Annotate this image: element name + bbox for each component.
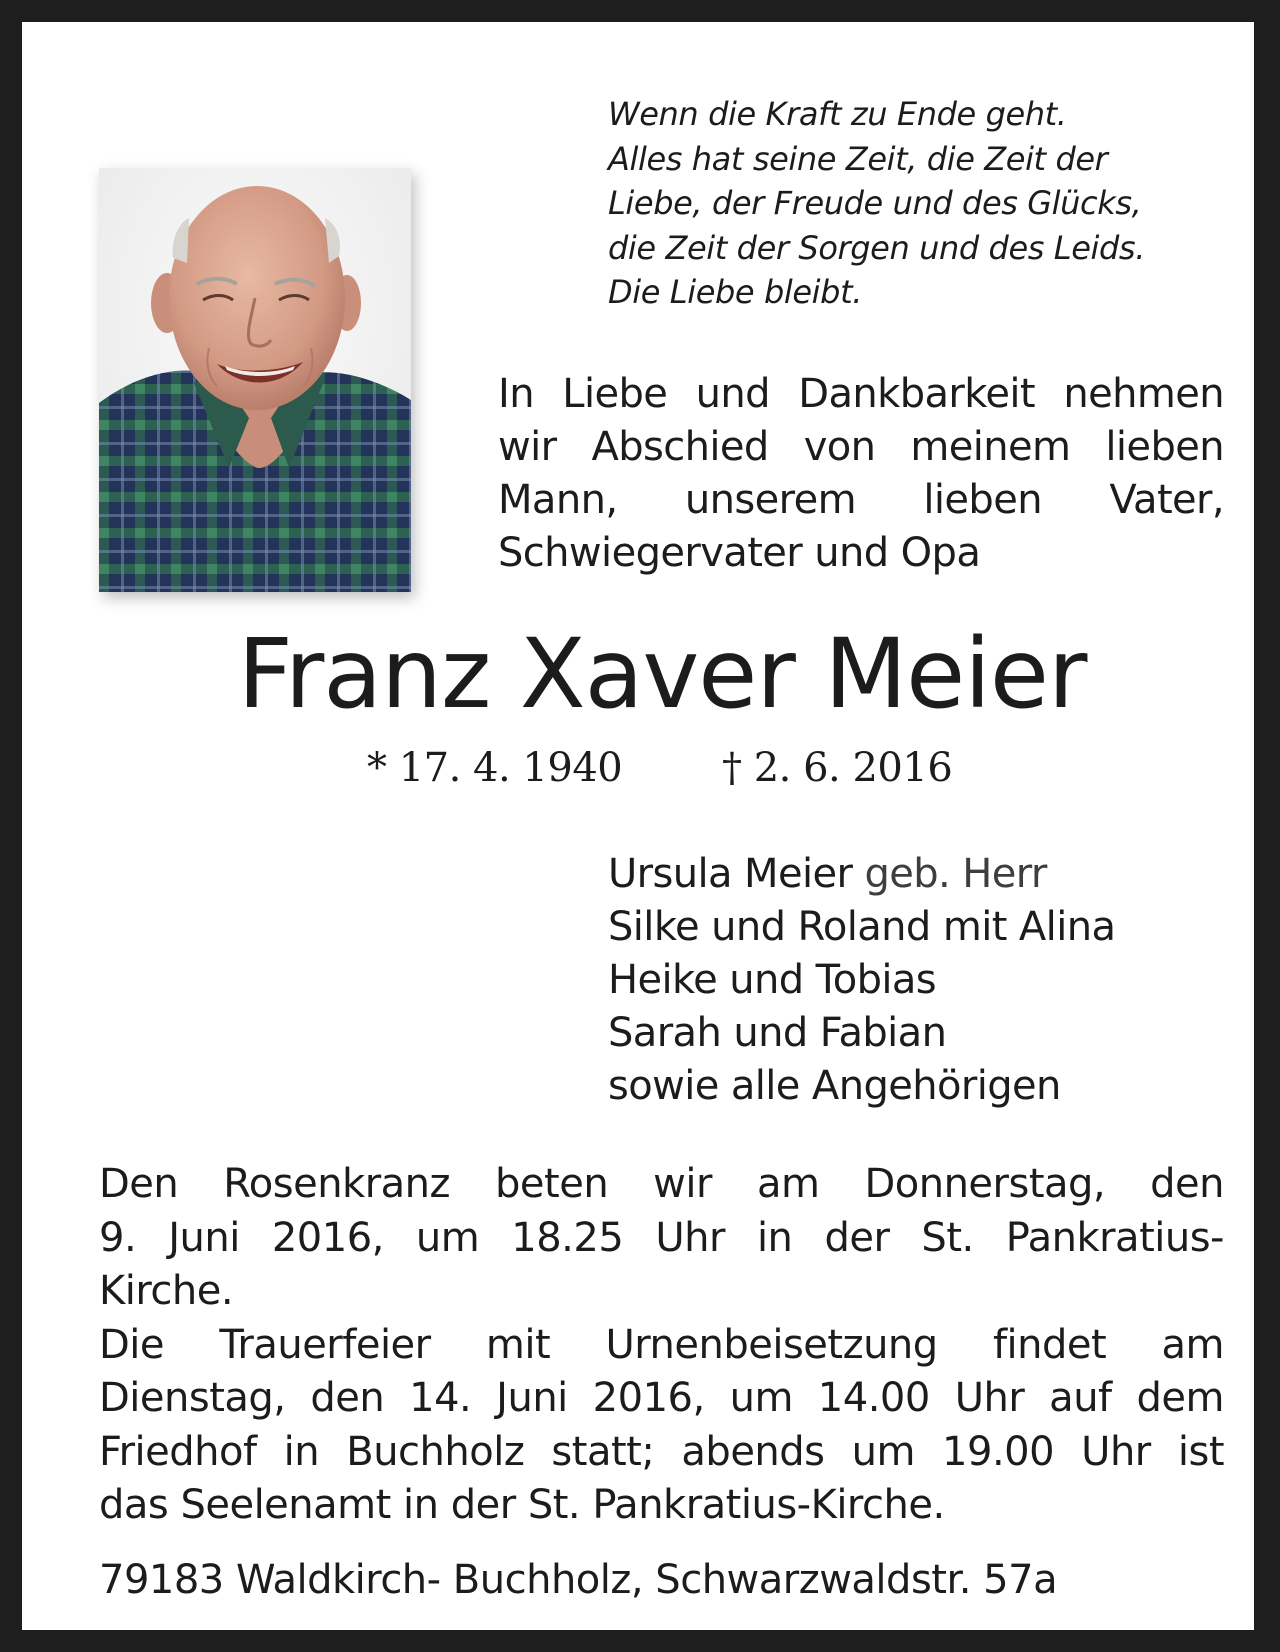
details-line: das Seelenamt in der St. Pankratius-Kirche. bbox=[99, 1482, 945, 1528]
poem-line: Liebe, der Freude und des Glücks, bbox=[608, 184, 1142, 222]
birth-date: * 17. 4. 1940 bbox=[367, 745, 623, 791]
poem-line: Wenn die Kraft zu Ende geht. bbox=[608, 95, 1067, 133]
intro-line: In Liebe und Dankbarkeit nehmen bbox=[498, 371, 1224, 417]
mourner-line: sowie alle Angehörigen bbox=[608, 1063, 1061, 1109]
details-line: Die Trauerfeier mit Urnenbeisetzung findet am bbox=[99, 1321, 1224, 1368]
deceased-name: Franz Xaver Meier bbox=[237, 618, 1087, 730]
mourner-line: Silke und Roland mit Alina bbox=[608, 904, 1116, 950]
details-line: 9. Juni 2016, um 18.25 Uhr in der St. Pankratius- bbox=[99, 1214, 1224, 1261]
intro-line: wir Abschied von meinem lieben bbox=[498, 424, 1224, 470]
wife-maiden-name: geb. Herr bbox=[852, 851, 1047, 897]
intro-line: Schwiegervater und Opa bbox=[498, 530, 981, 576]
farewell-intro bbox=[498, 368, 1224, 580]
intro-line: Mann, unserem lieben Vater, bbox=[498, 477, 1224, 523]
mourner-wife bbox=[608, 848, 1115, 901]
service-details bbox=[99, 1158, 1224, 1533]
wife-name: Ursula Meier bbox=[608, 851, 853, 897]
poem-verse bbox=[608, 92, 1228, 315]
poem-line: Alles hat seine Zeit, die Zeit der bbox=[608, 139, 1108, 178]
portrait-photo bbox=[99, 168, 411, 592]
details-line: Kirche. bbox=[99, 1268, 234, 1314]
mourner-line: Sarah und Fabian bbox=[608, 1010, 947, 1056]
death-date: † 2. 6. 2016 bbox=[722, 745, 953, 791]
poem-line: die Zeit der Sorgen und des Leids. bbox=[608, 228, 1145, 267]
details-line: Friedhof in Buchholz statt; abends um 19.00 Uhr ist bbox=[99, 1428, 1224, 1475]
poem-line: Die Liebe bleibt. bbox=[608, 273, 862, 311]
family-address: 79183 Waldkirch- Buchholz, Schwarzwaldstr. 57a bbox=[99, 1557, 1058, 1603]
details-line: Dienstag, den 14. Juni 2016, um 14.00 Uhr auf dem bbox=[99, 1375, 1224, 1421]
details-line: Den Rosenkranz beten wir am Donnerstag, den bbox=[99, 1161, 1224, 1207]
mourners-list bbox=[608, 848, 1115, 1113]
mourner-line: Heike und Tobias bbox=[608, 957, 937, 1003]
